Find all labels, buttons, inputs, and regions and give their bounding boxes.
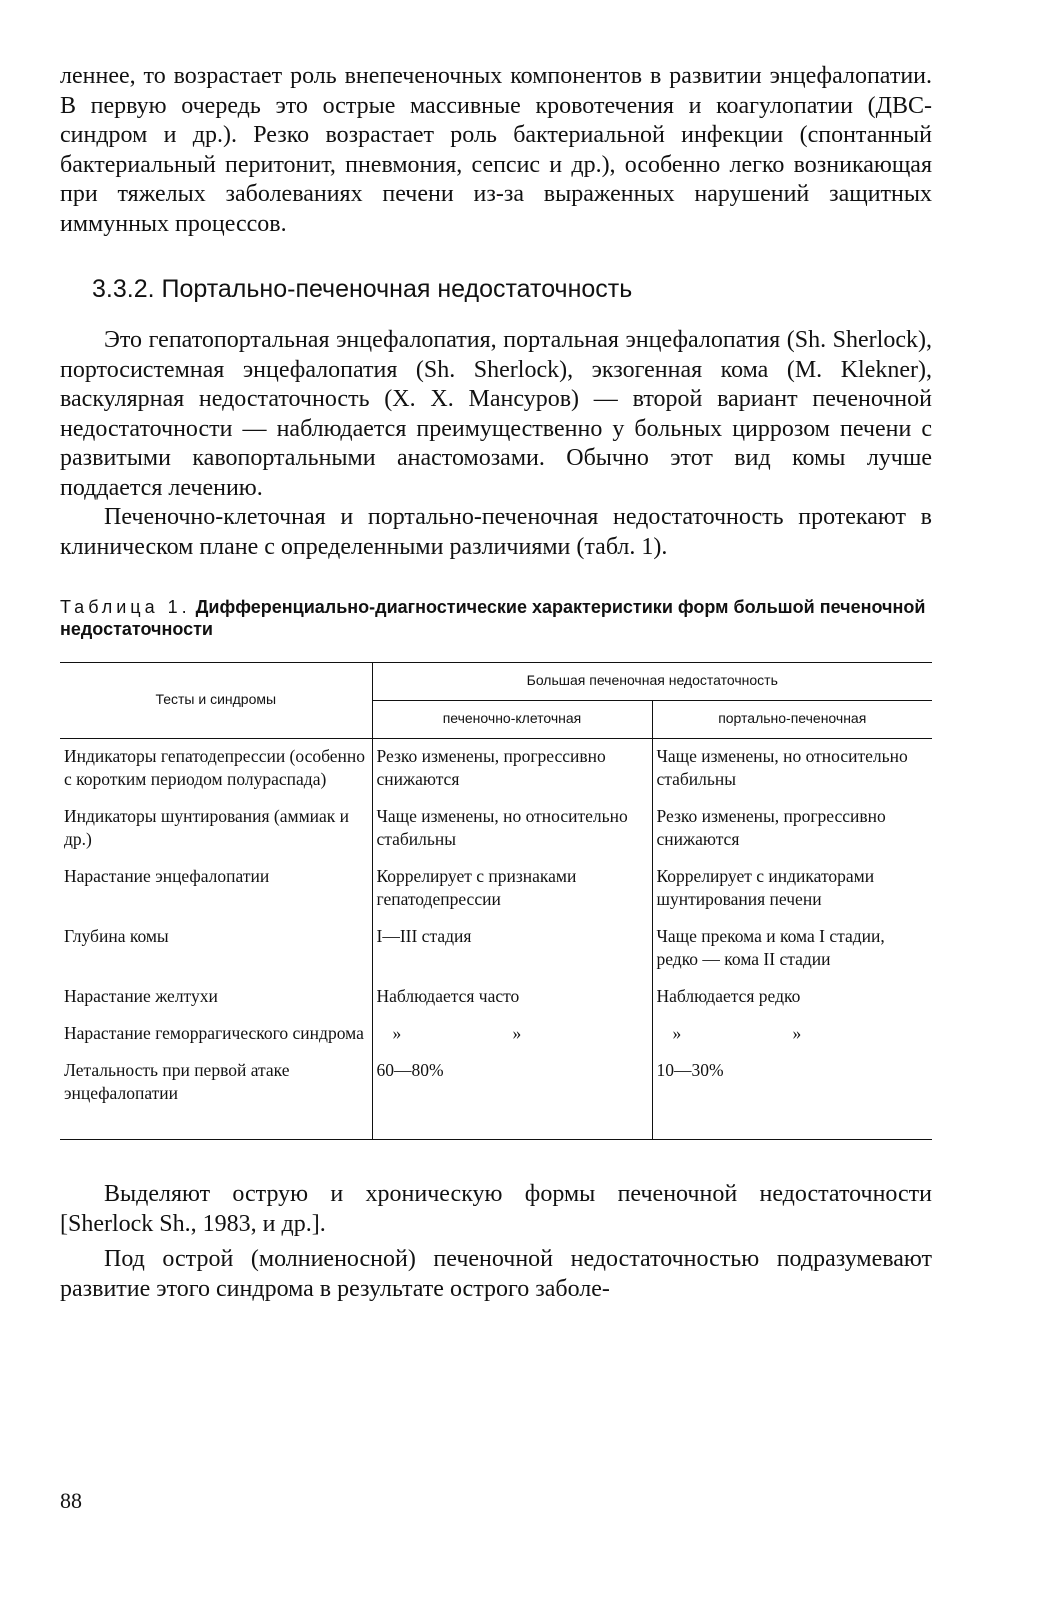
table-row — [60, 799, 932, 859]
ditto-mark: » — [672, 1023, 682, 1043]
cell-test: Индикаторы шунтирования (аммиак и др.) — [64, 806, 350, 849]
body-paragraph: Это гепатопортальная энцефалопатия, портальная энцефалопатия (Sh. Sherlock), портосистемная энцефалопатия (Sh. Sherlock), экзогенная кома (M. Klekner), васкулярная недостаточность (X. X. Мансуров) — второй вариант печеночной недостаточности — наблюдается преимущественно у больных циррозом печени с развитыми кавопортальными анастомозами. Обычно этот вид комы лучше поддается лечению. — [60, 327, 932, 501]
table-row — [60, 979, 932, 1016]
ditto-mark: » — [792, 1023, 802, 1043]
cell-portal: Наблюдается редко — [652, 979, 932, 1016]
header-portal: портально-печеночная — [652, 701, 932, 739]
cell-test: Нарастание энцефалопатии — [64, 866, 270, 886]
header-group: Большая печеночная недостаточность — [372, 663, 932, 701]
cell-portal: Чаще изменены, но относительно стабильны — [652, 739, 932, 800]
section-title: 3.3.2. Портально-печеночная недостаточность — [92, 275, 633, 303]
cell-test: Нарастание геморрагического синдрома — [64, 1023, 364, 1043]
intro-paragraph: леннее, то возрастает роль внепеченочных компонентов в развитии энцефалопатии. В первую очередь это острые массивные кровотечения и коагулопатии (ДВС-синдром и др.). Резко возрастает роль бактериальной инфекции (спонтанный бактериальный перитонит, пневмония, сепсис и др.), особенно легко возникающая при тяжелых заболеваниях печени из-за выраженных нарушений защитных иммунных процессов. — [60, 63, 932, 237]
page-number: 88 — [60, 1488, 82, 1513]
table-row — [60, 739, 932, 800]
table-row — [60, 1053, 932, 1140]
ditto-mark: » — [512, 1023, 522, 1043]
cell-test: Летальность при первой атаке энцефалопатии — [60, 1053, 372, 1140]
ditto-mark: » — [392, 1023, 402, 1043]
header-tests-syndromes: Тесты и синдромы — [60, 663, 372, 739]
cell-test: Индикаторы гепатодепрессии (особенно с коротким периодом полураспада) — [64, 746, 366, 789]
header-hepatocellular: печеночно-клеточная — [372, 701, 652, 739]
cell-portal — [652, 1016, 932, 1053]
cell-hepatocellular: 60—80% — [372, 1053, 652, 1140]
cell-hepatocellular — [372, 1016, 652, 1053]
body-paragraph: Выделяют острую и хроническую формы печеночной недостаточности [Sherlock Sh., 1983, и др.]. — [60, 1181, 932, 1237]
table-row — [60, 859, 932, 919]
cell-test: Нарастание желтухи — [64, 986, 218, 1006]
table-caption — [60, 596, 932, 640]
cell-hepatocellular: Коррелирует с признаками гепатодепрессии — [372, 859, 652, 919]
table-caption-label: Таблица 1. — [60, 597, 191, 617]
page-content — [60, 62, 932, 1304]
cell-test: Глубина комы — [64, 926, 169, 946]
cell-hepatocellular: Чаще изменены, но относительно стабильны — [372, 799, 652, 859]
cell-hepatocellular: Наблюдается часто — [372, 979, 652, 1016]
body-paragraph: Печеночно-клеточная и портально-печеночная недостаточность протекают в клиническом плане с определенными различиями (табл. 1). — [60, 504, 932, 560]
cell-portal: Коррелирует с индикаторами шунтирования печени — [652, 859, 932, 919]
table-caption-title: Дифференциально-диагностические характеристики форм большой печеночной недостаточности — [60, 597, 926, 639]
table-row — [60, 919, 932, 979]
cell-portal: Резко изменены, прогрессивно снижаются — [652, 799, 932, 859]
cell-portal: Чаще прекома и кома I стадии, редко — кома II стадии — [652, 919, 932, 979]
comparison-table — [60, 662, 932, 1140]
cell-portal: 10—30% — [652, 1053, 932, 1140]
table-row — [60, 1016, 932, 1053]
body-paragraph: Под острой (молниеносной) печеночной недостаточностью подразумевают развитие этого синдрома в результате острого заболе- — [60, 1246, 932, 1302]
cell-hepatocellular: I—III стадия — [372, 919, 652, 979]
cell-hepatocellular: Резко изменены, прогрессивно снижаются — [372, 739, 652, 800]
